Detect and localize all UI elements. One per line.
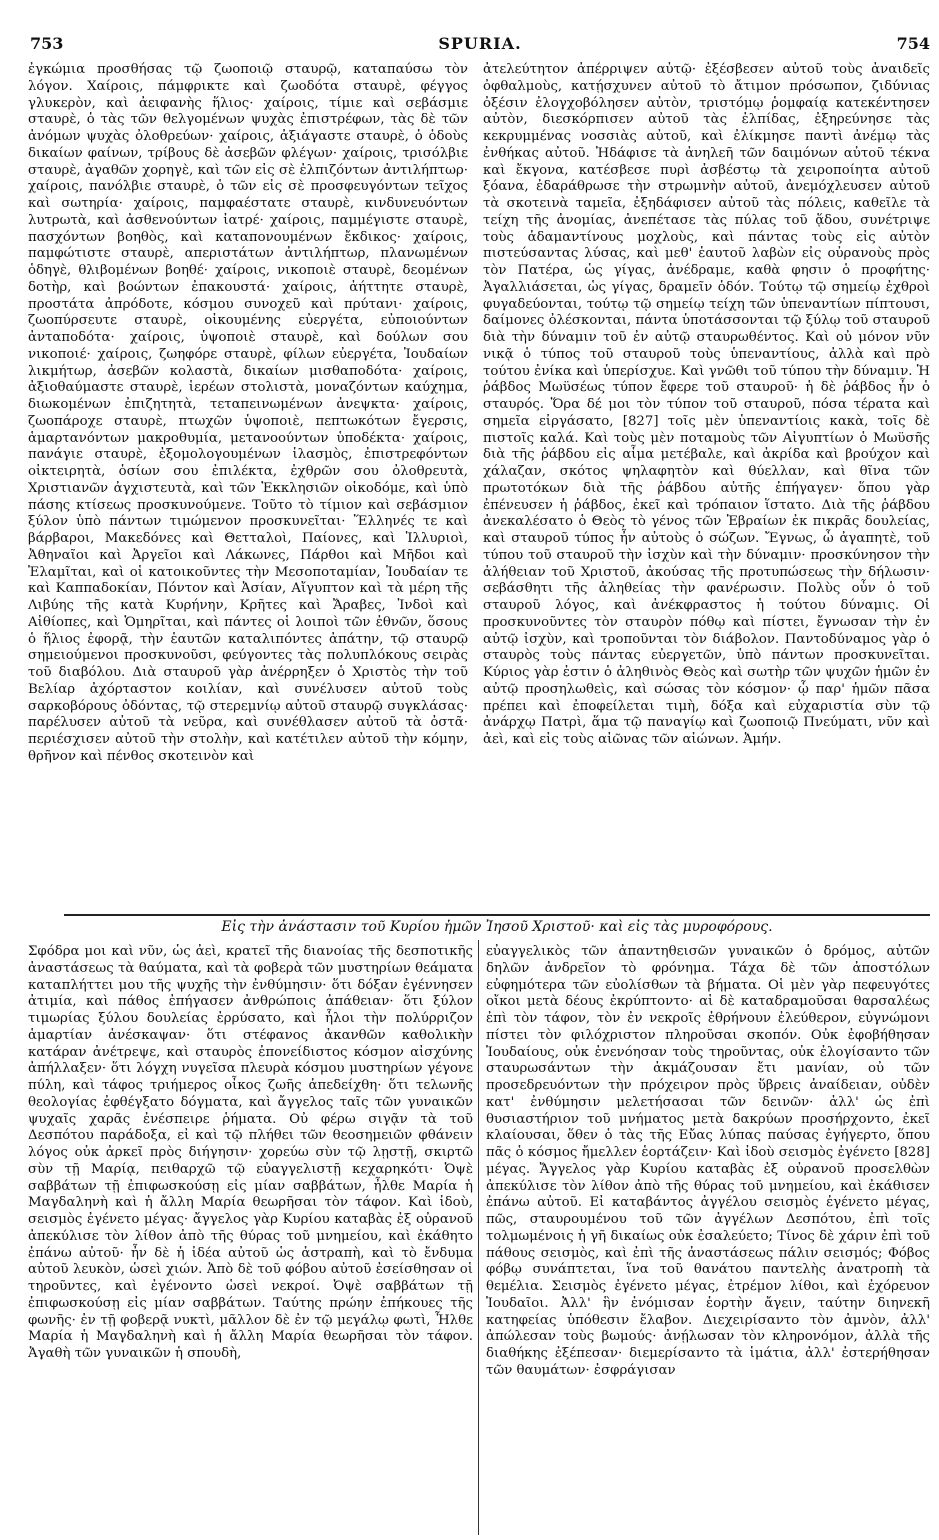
lower-right-text: εὐαγγελικὸς τῶν ἀπαντηθεισῶν γυναικῶν ὁ δρόμος, αὐτῶν δηλῶν ἀνδρεῖον τὸ φρόνημα. Τάχα δὲ τῶν ἀποστόλων εὐφημότερα τῶν εὐολίσθων τὰ βήματα. Οἱ μὲν γὰρ πεφευγότες οἴκοι μετὰ δέους ἐκρύπτοντο· αἱ δὲ καταδραμοῦσαι θαρσαλέως ἐπὶ τὸν τάφον, τὸν ἐν νεκροῖς ἐθρήνουν ἐλεύθερον, εὐγνώμονι πίστει τὸν φιλόχριστον πληροῦσαι σκοπόν. Οὐκ ἐφοβήθησαν Ἰουδαίους, οὐκ ἐνενόησαν τοὺς τηροῦντας, οὐκ ἐλογίσαντο τῶν σταυρωσάντων τὴν ἀκμάζουσαν ἔτι μανίαν, οὐ τῶν προσεδρευόντων τὴν πρόχειρον πρὸς ὕβρεις ἀναίδειαν, οὐδὲν κατ' ἐνθύμησιν μελετήσασαι τῶν δεινῶν· ἀλλ' ὡς ἐπὶ θυσιαστήριον τοῦ μνήματος μετὰ δακρύων προσήρχοντο, ἐκεῖ κλαίουσαι, ὅθεν ὁ τὰς τῆς Εὔας λύπας παύσας ἐγήγερτο, ὅπου πᾶς ὁ κόσμος ἤμελλεν ἑορτάζειν· Καὶ ἰδοὺ σεισμὸς ἐγένετο [828] μέγας. Ἄγγελος γὰρ Κυρίου καταβὰς ἐξ οὐρανοῦ προσελθὼν ἀπεκύλισε τὸν λίθον ἀπὸ τῆς θύρας τοῦ μνημείου, καὶ ἐκάθισεν ἐπάνω αὐτοῦ. Εἰ καταβάντος ἀγγέλου σεισμὸς ἐγένετο μέγας, πῶς, σταυρουμένου τοῦ τῶν ἀγγέλων Δεσπότου, ἐπὶ τοῖς τολμωμένοις ἡ γῆ δικαίως οὐκ ἐσαλεύετο; Τίνος δὲ χάριν ἐπὶ τοῦ πάθους σεισμὸς, καὶ ἐπὶ τῆς ἀναστάσεως πάλιν σεισμός; Φόβος φόβῳ συνάπτεται, ἵνα τοῦ θανάτου παντελὴς ἀνατροπὴ τὰ θεμέλια. Σεισμὸς ἐγένετο μέγας, ἐτρέμον λίθοι, καὶ ἐχόρευον Ἰουδαῖοι. Ἀλλ' ἣν ἐνόμισαν ἑορτὴν ἄγειν, ταύτην διηνεκῆ κατηφείας ὑπόθεσιν ἔλαβον. Διεχειρίσαντο τὸν ἀμνὸν, ἀλλ' ἀπώλεσαν τοὺς βωμούς· ἀνῄλωσαν τὸν κληρονόμον, ἀλλὰ τῆς διαθήκης ἐξέπεσαν· διεμερίσαντο τὰ ἱμάτια, ἀλλ' ἐστερήθησαν τῶν θαυμάτων· ἐσφράγισαν (486, 944, 930, 1378)
upper-left-text: ἐγκώμια προσθήσας τῷ ζωοποιῷ σταυρῷ, καταπαύσω τὸν λόγον. Χαίροις, πάμφρικτε καὶ ζωοδότα σταυρὲ, φέγγος γλυκερὸν, καὶ ἀειφανὴς ἥλιος· χαίροις, τίμιε καὶ σεβάσμιε σταυρὲ, ὁ τὰς τῶν θελγομένων ψυχὰς ἐπιστρέφων, τὰς δὲ τῶν ἀνόμων ψυχὰς ὀλοθρεύων· χαίροις, ἀξιάγαστε σταυρὲ, ὁ ὁδοὺς δικαίων φαίνων, τρίβους δὲ ἀσεβῶν φλέγων· χαίροις, τρισόλβιε σταυρὲ, ἀγαθῶν χορηγὲ, καὶ τῶν εἰς σὲ ἐλπιζόντων ἀντιλήπτωρ· χαίροις, πανόλβιε σταυρὲ, ὁ τῶν εἰς σὲ προσφευγόντων τεῖχος καὶ σωτηρία· χαίροις, παμφαέστατε σταυρὲ, κινδυνευόντων λυτρωτὰ, καὶ ἀσθενούντων ἰατρέ· χαίροις, παμμέγιστε σταυρὲ, πασχόντων βοηθὸς, καὶ καταπονουμένων ἔκδικος· χαίροις, παμφώτιστε σταυρὲ, απεριστάτων ἀντιλήπτωρ, πλανωμένων ὁδηγὲ, θλιβομένων βοηθέ· χαίροις, νικοποιὲ σταυρὲ, δεομένων δοτὴρ, καὶ βοώντων ἐπακουστά· χαίροις, ἀήττητε σταυρὲ, προστάτα ἀπρόδοτε, κόσμου συνοχεῦ καὶ πρύτανι· χαίροις, ζωοπύρσευτε σταυρὲ, οἰκουμένης εὐεργέτα, εὐποιούντων ἀνταποδότα· χαίροις, ὑψοποιὲ σταυρὲ, καὶ δούλων σου νικοποιέ· χαίροις, ζωηφόρε σταυρὲ, φίλων εὐεργέτα, Ἰουδαίων λικμήτωρ, ἀσεβῶν κολαστὰ, δικαίων μισθαποδότα· χαίροις, ἀξιοθαύμαστε σταυρὲ, ἱερέων στολιστὰ, μοναζόντων καύχημα, διωκομένων ἐπιζητητὰ, τεταπεινωμένων ἀνεψκτα· χαίροις, ζωοπάροχε σταυρὲ, πτωχῶν ὑψοποιὲ, πεπτωκότων ἔγερσις, ἁμαρτανόντων μακροθυμία, μετανοούντων ὑποδέκτα· χαίροις, πανάγιε σταυρὲ, ἐξομολογουμένων ἱλασμὸς, ἐπιστρεφόντων οἰκτειρητὰ, ὁσίων σου ἐπιλέκτα, ἐχθρῶν σου ὀλοθρευτὰ, Χριστιανῶν ἀγχιστευτὰ, καὶ τῶν Ἐκκλησιῶν οἰκοδόμε, καὶ ὑπὸ πάσης κτίσεως προσκυνούμενε. Τοῦτο τὸ τίμιον καὶ σεβάσμιον ξύλον ὑπὸ πάντων τιμώμενον προσκυνεῖται· Ἕλληνές τε καὶ βάρβαροι, Μακεδόνες καὶ Θετταλοὶ, Παίονες, καὶ Ἰλλυριοὶ, Ἀθηναῖοι καὶ Ἀργεῖοι καὶ Λάκωνες, Πάρθοι καὶ Μῆδοι καὶ Ἐλαμῖται, καὶ οἱ κατοικοῦντες τὴν Μεσοποταμίαν, Ἰουδαίαν τε καὶ Καππαδοκίαν, Πόντον καὶ Ἀσίαν, Αἴγυπτον καὶ τὰ μέρη τῆς Λιβύης τῆς κατὰ Κυρήνην, Κρῆτες καὶ Ἄραβες, Ἰνδοὶ καὶ Αἰθίοπες, καὶ Ὁμηρῖται, καὶ πάντες οἱ λοιποὶ τῶν ἐθνῶν, ὅσους ὁ ἥλιος ἐφορᾷ, τὴν ἑαυτῶν καταλιπόντες ἀπάτην, τῷ σταυρῷ σημειούμενοι προσκυνοῦσι, φεύγοντες τὰς πολυπλόκους σειρὰς τοῦ διαβόλου. Διὰ σταυροῦ γὰρ ἀνέρρηξεν ὁ Χριστὸς τὴν τοῦ Βελίαρ ἀχόρταστον κοιλίαν, καὶ συνέλυσεν αὐτοῦ τοὺς σαρκοβόρους ὀδόντας, τῷ στερεμνίῳ αὐτοῦ σταυρῷ συγκλάσας· παρέλυσεν αὐτοῦ τὰ νεῦρα, καὶ συνέθλασεν αὐτοῦ τὰ ὀστᾶ· περιέσχισεν αὐτοῦ τὴν στολὴν, καὶ κατέτιλεν αὐτοῦ τὴν κόμην, θρῆνον καὶ πένθος σκοτεινὸν καὶ (28, 62, 468, 764)
lower-right-column (486, 944, 930, 1534)
lower-left-text: Σφόδρα μοι καὶ νῦν, ὡς ἀεὶ, κρατεῖ τῆς διανοίας τῆς δεσποτικῆς ἀναστάσεως τὰ θαύματα, καὶ τὰ φοβερὰ τῶν μυστηρίων θεάματα καταπλήττει μου τῆς ψυχῆς τὴν ἐνθύμησιν· ὅτι δόξαν ἐγέννησεν ἀτιμία, καὶ πάθος ἐπήγασεν ἀνθρώποις ἀπάθειαν· ὅτι ξύλον τιμωρίας ξύλου δουλείας ἐρρύσατο, καὶ ἧλοι τὴν πολύρριζον ἁμαρτίαν ἀνέσκαψαν· ὅτι στέφανος ἀκανθῶν καθολικὴν κατάραν ἀνέτρεψε, καὶ σταυρὸς ἐπονείδιστος κόσμον αἰσχύνης ἀπήλλαξεν· ὅτι λόγχη νυγεῖσα πλευρὰ κόσμου μυστηρίων γέγονε πύλη, καὶ τάφος τριήμερος οἶκος ζωῆς ἀπεδείχθη· ὅτι τελωνῆς θεολογίας ἐφθέγξατο δόγματα, καὶ ἄγγελος ταῖς τῶν γυναικῶν ψυχαῖς χαρᾶς ἐνέσπειρε ῥήματα. Οὐ φέρω σιγᾷν τὰ τοῦ Δεσπότου παράδοξα, εἰ καὶ τῷ πλήθει τῶν θεοσημειῶν φθάνειν λόγος οὐκ ἀρκεῖ πρὸς διήγησιν· χορεύω σὺν τῷ λῃστῇ, σκιρτῶ σὺν τῇ Μαρίᾳ, πειθαρχῶ τῷ εὐαγγελιστῇ κεχαρηκότι· Ὀψὲ σαββάτων τῇ ἐπιφωσκούσῃ εἰς μίαν σαββάτων, ἦλθε Μαρία ἡ Μαγδαληνὴ καὶ ἡ ἄλλη Μαρία θεωρῆσαι τὸν τάφον. Καὶ ἰδοὺ, σεισμὸς ἐγένετο μέγας· ἄγγελος γὰρ Κυρίου καταβὰς ἐξ οὐρανοῦ ἀπεκύλισε τὸν λίθον ἀπὸ τῆς θύρας τοῦ μνημείου, καὶ ἐκάθητο ἐπάνω αὐτοῦ· ἦν δὲ ἡ ἰδέα αὐτοῦ ὡς ἀστραπὴ, καὶ τὸ ἔνδυμα αὐτοῦ λευκὸν, ὡσεὶ χιών. Ἀπὸ δὲ τοῦ φόβου αὐτοῦ ἐσείσθησαν οἱ τηροῦντες, καὶ ἐγένοντο ὡσεὶ νεκροί. Ὀψὲ σαββάτων τῇ ἐπιφωσκούσῃ εἰς μίαν σαββάτων. Ταύτης πρώην ἐπήκουες τῆς φωνῆς· ἐν τῇ φοβερᾷ νυκτὶ, μᾶλλον δὲ ἐν τῷ μεγάλῳ φωτὶ, Ἦλθε Μαρία ἡ Μαγδαληνὴ καὶ ἡ ἄλλη Μαρία θεωρῆσαι τὸν τάφον. Ἀγαθὴ τῶν γυναικῶν ἡ σπουδὴ, (28, 944, 473, 1361)
upper-right-column (483, 62, 930, 902)
upper-left-column (28, 62, 468, 902)
running-title: SPURIA. (438, 34, 522, 53)
lower-left-column (28, 944, 473, 1534)
column-rule (478, 940, 479, 1535)
section-title: Εἰς τὴν ἀνάστασιν τοῦ Κυρίου ἡμῶν Ἰησοῦ Χριστοῦ· καὶ εἰς τὰς μυροφόρους. (221, 919, 773, 935)
page-number-left: 753 (30, 34, 64, 53)
section-divider (64, 914, 930, 916)
page-header (30, 34, 930, 58)
upper-right-text: ἀτελεύτητον ἀπέρριψεν αὐτῷ· ἐξέσβεσεν αὐτοῦ τοὺς ἀναιδεῖς ὀφθαλμοὺς, κατῄσχυνεν αὐτοῦ τὸ ἄτιμον πρόσωπον, ζιδύνιας ὀξέσιν ἐλογχοβόλησεν αὐτὸν, τριστόμῳ ῥομφαίᾳ κατεκέντησεν αὐτὸν, διεσκόρπισεν αὐτοῦ τὰς ἐλπίδας, ἐξηρεύνησε τὰς κεκρυμμένας νοσσιὰς αὐτοῦ, καὶ ἐλίκμησε παντὶ ἀνέμῳ τὰς ἐνθήκας αὐτοῦ. Ἠδάφισε τὰ ἀνηλεῆ τῶν δαιμόνων αὐτοῦ τέκνα καὶ ἔκγονα, κατέσβεσε πυρὶ ἀσβέστῳ τὰ χειροποίητα αὐτοῦ ξόανα, ἐδαράθρωσε τὴν στρωμνὴν αὐτοῦ, ἀνεμόχλευσεν αὐτοῦ τὰ σκοτεινὰ ταμεῖα, ἐξηδάφισεν αὐτοῦ τὰς πόλεις, καθεῖλε τὰ τείχη τῆς ἀνομίας, ἀνεπέτασε τὰς πύλας τοῦ ᾅδου, συνέτριψε τοὺς ἀδαμαντίνους μοχλοὺς, καὶ πάντας τοὺς εἰς αὐτὸν πιστεύσαντας λύσας, καὶ μεθ' ἑαυτοῦ λαβὼν εἰς οὐρανοὺς πρὸς τὸν Πατέρα, ὡς γίγας, ἀνέδραμε, καθὰ φησιν ὁ προφήτης· Ἀγαλλιάσεται, ὡς γίγας, δραμεῖν ὁδόν. Τούτῳ τῷ σημείῳ ἐχθροὶ φυγαδεύονται, τούτῳ τῷ σημείῳ τείχη τῶν ὑπεναντίων πίπτουσι, δαίμονες ὀλέσκονται, πάντα ὑποτάσσονται τῷ ξύλῳ τοῦ σταυροῦ διὰ τὴν δύναμιν τοῦ ἐν αὐτῷ σταυρωθέντος. Καὶ οὐ μόνον νῦν νικᾷ ὁ τύπος τοῦ σταυροῦ τοὺς ὑπεναντίους, ἀλλὰ καὶ πρὸ τούτου ἐνίκα καὶ ὑπερίσχυε. Καὶ γνῶθι τοῦ τύπου τὴν δύναμιν. Ἡ ῥάβδος Μωϋσέως τύπον ἔφερε τοῦ σταυροῦ· ἡ δὲ ῥάβδος ἦν ὁ σταυρός. Ὅρα δέ μοι τὸν τύπον τοῦ σταυροῦ, πόσα τέρατα καὶ σημεῖα εἰργάσατο, [827] τοῖς μὲν ὑπεναντίοις κακὰ, τοῖς δὲ πιστοῖς καλά. Καὶ τοὺς μὲν ποταμοὺς τῶν Αἰγυπτίων ὁ Μωϋσῆς διὰ τῆς ῥάβδου εἰς αἷμα μετέβαλε, καὶ ἀκρίδα καὶ βρούχον καὶ χάλαζαν, σκότος ψηλαφητὸν καὶ θύελλαν, καὶ θῖνα τῶν πρωτοτόκων διὰ τῆς ῥάβδου αὐτῆς ἐπήγαγεν· ὅπου γὰρ ἐπένευσεν ἡ ῥάβδος, ἐκεῖ καὶ τρόπαιον ἵστατο. Διὰ τῆς ῥάβδου ἀνεκαλέσατο ὁ Θεὸς τὸ γένος τῶν Ἑβραίων ἐκ πικρᾶς δουλείας, καὶ σταυροῦ τύπος ἦν αὐτοὺς ὁ σώζων. Ἔγνως, ὦ ἀγαπητὲ, τοῦ τύπου τοῦ σταυροῦ τὴν ἰσχὺν καὶ τὴν δύναμιν· προσκύνησον τὴν ἀλήθειαν τοῦ Χριστοῦ, ἀκούσας τῆς προτυπώσεως τὴν δήλωσιν· σεβάσθητι τῆς ἀληθείας τὴν φανέρωσιν. Πολὺς οὖν ὁ τοῦ σταυροῦ λόγος, καὶ ἀνέκφραστος ἡ τούτου δύναμις. Οἱ προσκυνοῦντες τὸν σταυρὸν πόθῳ καὶ πίστει, ἔγνωσαν τὴν ἐν αὐτῷ ἰσχὺν, καὶ τροποῦνται τὸν διάβολον. Παντοδύναμος γὰρ ὁ σταυρὸς τοὺς πάντας εὐεργετῶν, ὑπὸ πάντων προσκυνεῖται. Κύριος γὰρ ἐστιν ὁ ἀληθινὸς Θεὸς καὶ σωτὴρ τῶν ψυχῶν ἡμῶν ἐν αὐτῷ προσηλωθεὶς, καὶ σώσας τὸν κόσμον· ᾧ παρ' ἡμῶν πᾶσα πρέπει καὶ ἐποφείλεται τιμὴ, δόξα καὶ εὐχαριστία σὺν τῷ ἀνάρχῳ Πατρὶ, ἅμα τῷ παναγίῳ καὶ ζωοποιῷ Πνεύματι, νῦν καὶ ἀεὶ, καὶ εἰς τοὺς αἰῶνας τῶν αἰώνων. Ἀμήν. (483, 62, 930, 747)
page-number-right: 754 (896, 34, 930, 53)
